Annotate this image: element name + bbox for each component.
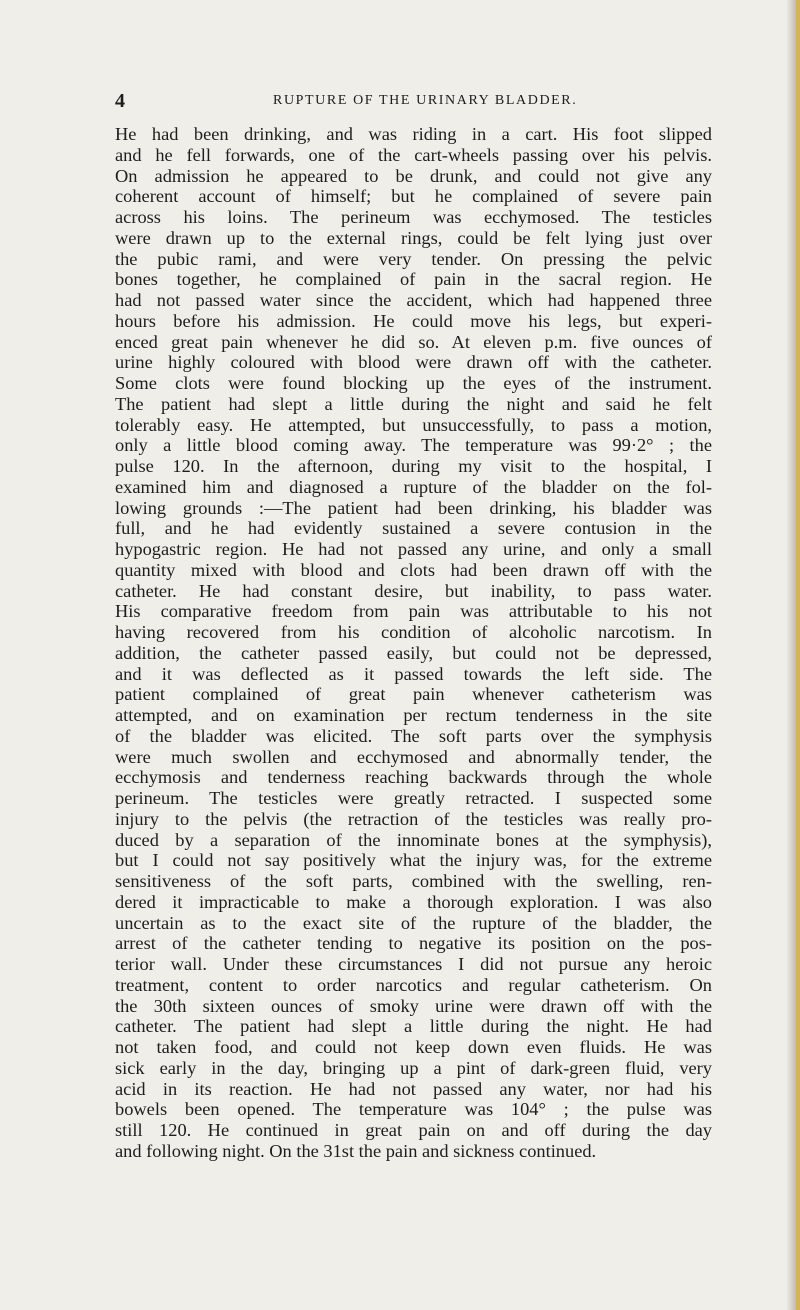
text-line: dered it impracticable to make a thorough exploration. I was also (115, 891, 712, 912)
text-line: addition, the catheter passed easily, but could not be depressed, (115, 642, 712, 663)
text-line: treatment, content to order narcotics and regular catheterism. On (115, 974, 712, 995)
text-line: but I could not say positively what the injury was, for the extreme (115, 850, 712, 871)
text-line: having recovered from his condition of alcoholic narcotism. In (115, 622, 712, 642)
text-line: Some clots were found blocking up the eyes of the instrument. (115, 373, 712, 393)
page-number: 4 (115, 90, 125, 112)
text-line: duced by a separation of the innominate bones at the symphysis), (115, 829, 712, 850)
text-line: pulse 120. In the afternoon, during my visit to the hospital, I (115, 456, 712, 476)
text-line: bowels been opened. The temperature was 104° ; the pulse was (115, 1099, 712, 1120)
text-line: patient complained of great pain whenever catheterism was (115, 684, 712, 705)
text-line: were much swollen and ecchymosed and abnormally tender, the (115, 746, 712, 767)
text-line: and it was deflected as it passed towards the left side. The (115, 663, 712, 684)
text-line: ecchymosis and tenderness reaching backwards through the whole (115, 767, 712, 788)
text-line: and he fell forwards, one of the cart-wheels passing over his pelvis. (115, 144, 712, 165)
running-head: RUPTURE OF THE URINARY BLADDER. (273, 93, 578, 108)
text-line: On admission he appeared to be drunk, and could not give any (115, 165, 712, 186)
text-line: only a little blood coming away. The temperature was 99·2° ; the (115, 435, 712, 456)
page-edge (796, 0, 800, 1310)
text-line: still 120. He continued in great pain on and off during the day (115, 1120, 712, 1140)
text-line: coherent account of himself; but he complained of severe pain (115, 186, 712, 207)
text-line: He had been drinking, and was riding in a cart. His foot slipped (115, 124, 712, 144)
text-line: not taken food, and could not keep down even fluids. He was (115, 1037, 712, 1057)
text-line: The patient had slept a little during the night and said he felt (115, 393, 712, 414)
text-line: quantity mixed with blood and clots had been drawn off with the (115, 559, 712, 580)
text-line: full, and he had evidently sustained a severe contusion in the (115, 518, 712, 539)
text-line: uncertain as to the exact site of the rupture of the bladder, the (115, 912, 712, 933)
text-line: enced great pain whenever he did so. At eleven p.m. five ounces of (115, 331, 712, 352)
text-line: His comparative freedom from pain was attributable to his not (115, 601, 712, 622)
text-line: sick early in the day, bringing up a pint of dark-green fluid, very (115, 1057, 712, 1078)
text-line: arrest of the catheter tending to negative its position on the pos- (115, 933, 712, 954)
text-line: and following night. On the 31st the pain and sickness continued. (115, 1140, 597, 1161)
text-line: lowing grounds :—The patient had been drinking, his bladder was (115, 497, 712, 518)
text-line: the 30th sixteen ounces of smoky urine were drawn off with the (115, 995, 712, 1016)
text-line: catheter. The patient had slept a little during the night. He had (115, 1016, 712, 1037)
text-line: terior wall. Under these circumstances I did not pursue any heroic (115, 954, 712, 974)
text-line: were drawn up to the external rings, could be felt lying just over (115, 227, 712, 248)
text-line: bones together, he complained of pain in the sacral region. He (115, 269, 712, 290)
text-line: had not passed water since the accident, which had happened three (115, 290, 712, 310)
text-line: of the bladder was elicited. The soft parts over the symphysis (115, 725, 712, 746)
text-line: hypogastric region. He had not passed any urine, and only a small (115, 539, 712, 559)
text-line: perineum. The testicles were greatly retracted. I suspected some (115, 788, 712, 808)
text-line: across his loins. The perineum was ecchymosed. The testicles (115, 207, 712, 227)
text-line: hours before his admission. He could move his legs, but experi- (115, 310, 712, 331)
text-line: injury to the pelvis (the retraction of the testicles was really pro- (115, 808, 712, 829)
text-line: catheter. He had constant desire, but inability, to pass water. (115, 580, 712, 601)
text-line: attempted, and on examination per rectum tenderness in the site (115, 705, 712, 725)
page-header (115, 88, 712, 114)
body-text (115, 124, 712, 1162)
text-line: examined him and diagnosed a rupture of the bladder on the fol- (115, 476, 712, 497)
text-line: tolerably easy. He attempted, but unsuccessfully, to pass a motion, (115, 414, 712, 435)
text-line: sensitiveness of the soft parts, combined with the swelling, ren- (115, 871, 712, 891)
text-line: the pubic rami, and were very tender. On pressing the pelvic (115, 248, 712, 269)
text-line: urine highly coloured with blood were drawn off with the catheter. (115, 352, 712, 373)
text-line: acid in its reaction. He had not passed any water, nor had his (115, 1078, 712, 1099)
